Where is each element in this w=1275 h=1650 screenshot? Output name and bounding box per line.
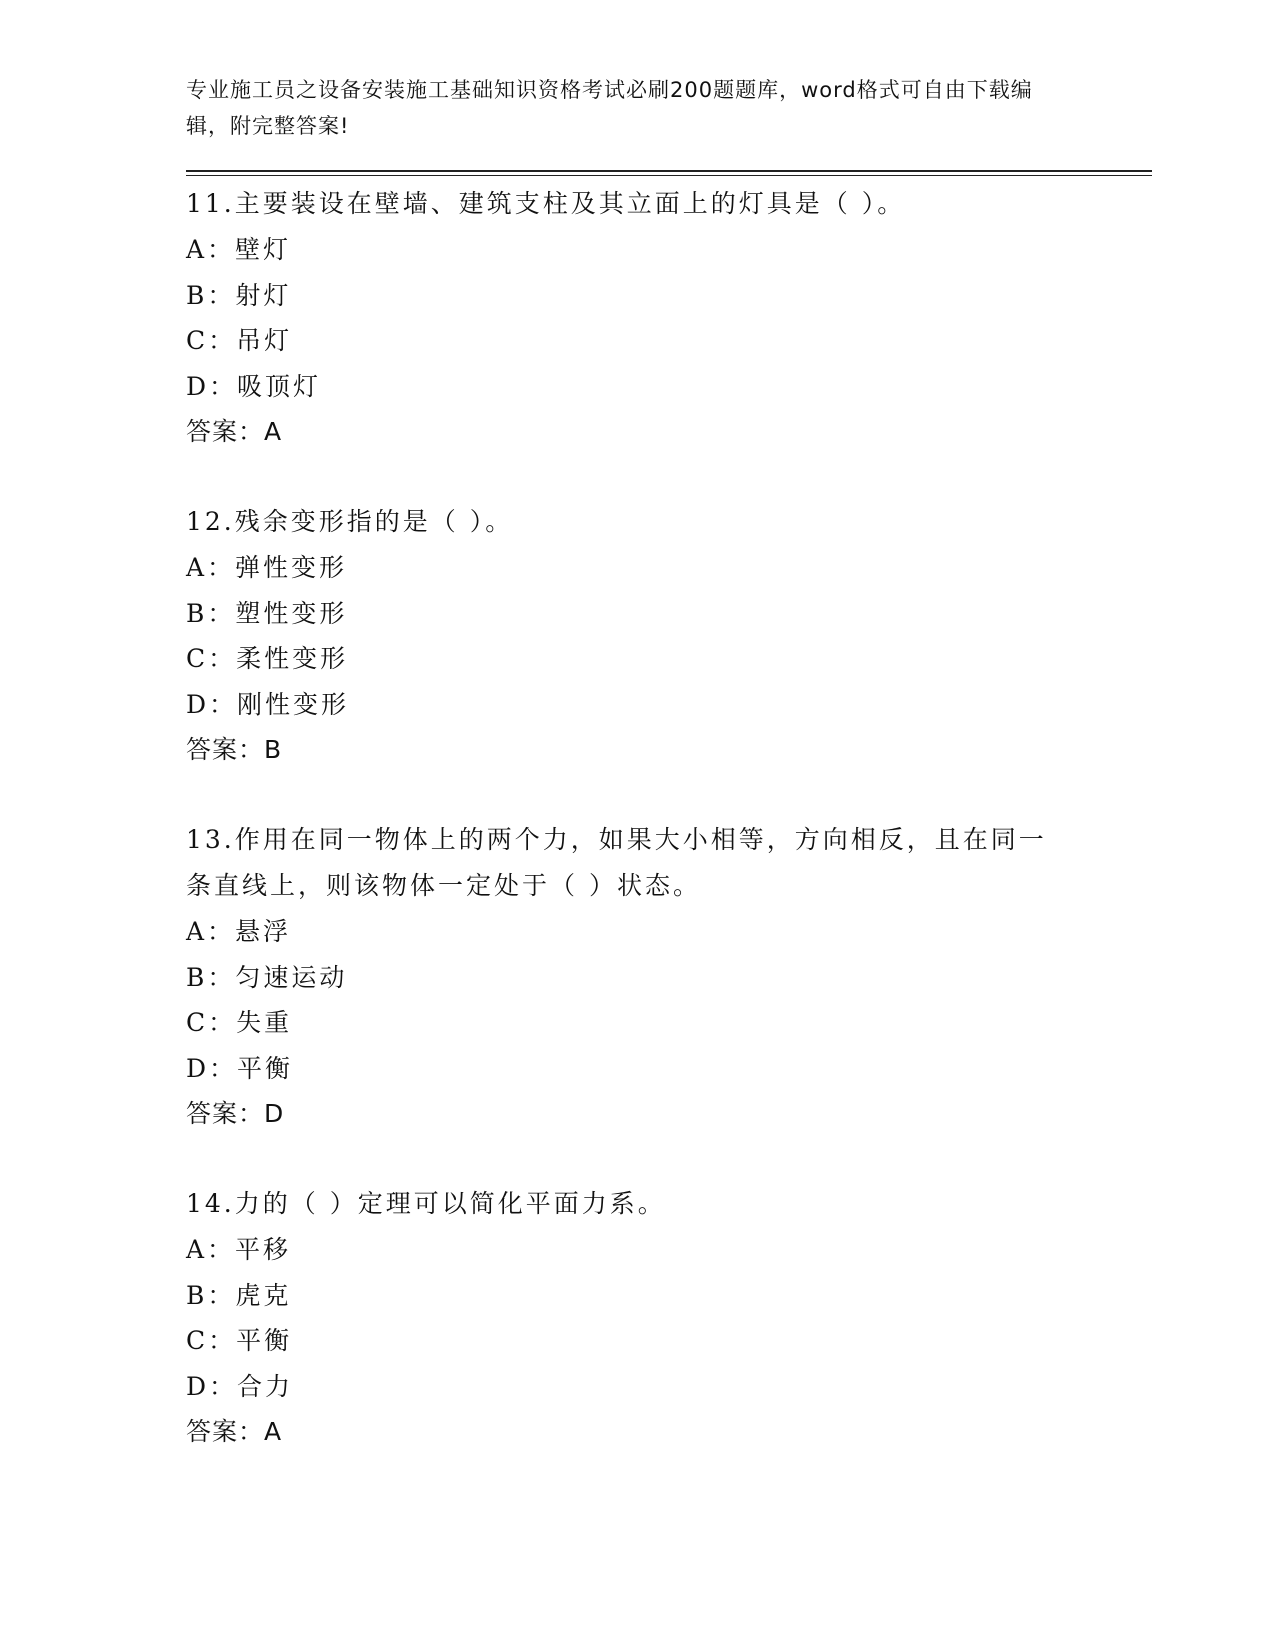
option-c: C：吊灯 [186,326,293,355]
question-block [186,817,1152,1137]
question-stem: 14.力的（ ）定理可以简化平面力系。 [186,1189,666,1218]
header-divider [186,170,1152,176]
answer-line: 答案：A [186,417,283,446]
document-intro: 专业施工员之设备安装施工基础知识资格考试必刷200题题库，word格式可自由下载编辑，附完整答案! [186,78,1033,138]
option-b: B：射灯 [186,280,292,310]
option-c: C：柔性变形 [186,644,349,673]
answer-line: 答案：A [186,1417,283,1446]
document-page [186,72,1152,1455]
answer-line: 答案：B [186,735,283,764]
question-stem: 12.残余变形指的是（ ）。 [186,507,514,536]
option-a: A：悬浮 [186,917,292,946]
option-a: A：平移 [186,1235,292,1264]
question-stem: 13.作用在同一物体上的两个力，如果大小相等，方向相反，且在同一条直线上，则该物体一定处于（ ）状态。 [186,825,1047,900]
question-block [186,1181,1152,1455]
option-c: C：平衡 [186,1326,293,1355]
option-c: C：失重 [186,1008,293,1037]
option-a: A：壁灯 [186,235,292,264]
answer-line: 答案：D [186,1099,285,1128]
option-b: B：匀速运动 [186,962,348,992]
option-b: B：塑性变形 [186,598,348,628]
option-d: D：刚性变形 [186,689,350,719]
option-a: A：弹性变形 [186,553,348,582]
option-d: D：合力 [186,1371,294,1401]
question-block [186,181,1152,455]
question-stem: 11.主要装设在壁墙、建筑支柱及其立面上的灯具是（ ）。 [186,189,906,218]
question-block [186,499,1152,773]
option-d: D：平衡 [186,1053,294,1083]
option-d: D：吸顶灯 [186,371,322,401]
option-b: B：虎克 [186,1280,292,1310]
